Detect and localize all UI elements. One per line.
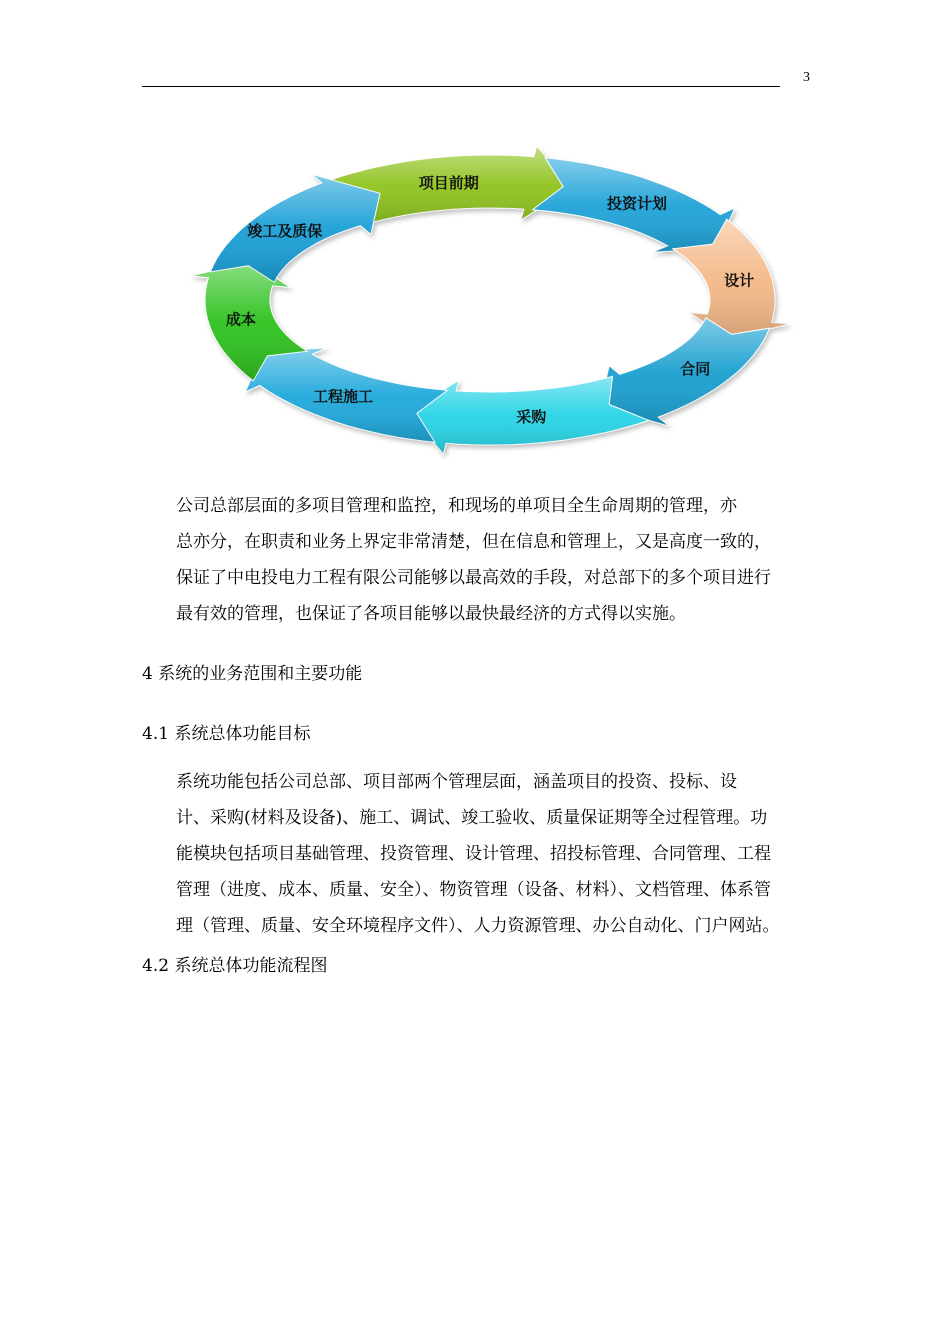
paragraph-line: 系统功能包括公司总部、项目部两个管理层面，涵盖项目的投资、投标、设 [176,772,737,792]
cycle-arrows [191,146,790,454]
section-heading-4-2: 4.2 系统总体功能流程图 [142,956,328,976]
paragraph-line: 管理（进度、成本、质量、安全）、物资管理（设备、材料）、文档管理、体系管 [176,880,771,900]
cycle-stage-label: 成本 [225,310,256,329]
paragraph-line: 计、采购(材料及设备)、施工、调试、竣工验收、质量保证期等全过程管理。功 [176,808,768,828]
page-number: 3 [803,70,810,85]
cycle-stage-label: 合同 [680,360,711,378]
cycle-stage-label: 设计 [724,271,755,290]
lifecycle-cycle-diagram [160,140,820,470]
header-rule [142,86,780,87]
paragraph-line: 理（管理、质量、安全环境程序文件）、人力资源管理、办公自动化、门户网站。 [176,916,780,936]
cycle-stage-label: 项目前期 [418,174,479,193]
cycle-stage-label: 投资计划 [606,194,668,213]
paragraph-line: 最有效的管理，也保证了各项目能够以最快最经济的方式得以实施。 [176,604,686,624]
function-paragraph [142,764,810,944]
paragraph-line: 能模块包括项目基础管理、投资管理、设计管理、招投标管理、合同管理、工程 [176,844,771,864]
section-heading-4: 4 系统的业务范围和主要功能 [142,664,363,684]
paragraph-line: 保证了中电投电力工程有限公司能够以最高效的手段，对总部下的多个项目进行 [176,568,771,588]
section-heading-4-1: 4.1 系统总体功能目标 [142,724,311,744]
paragraph-line: 总亦分，在职责和业务上界定非常清楚，但在信息和管理上，又是高度一致的， [176,532,771,552]
cycle-stage-label: 工程施工 [312,387,374,406]
cycle-stage-label: 竣工及质保 [247,222,323,240]
cycle-stage-label: 采购 [516,407,547,426]
paragraph-line: 公司总部层面的多项目管理和监控，和现场的单项目全生命周期的管理，亦 [176,496,737,516]
intro-paragraph [142,488,810,632]
